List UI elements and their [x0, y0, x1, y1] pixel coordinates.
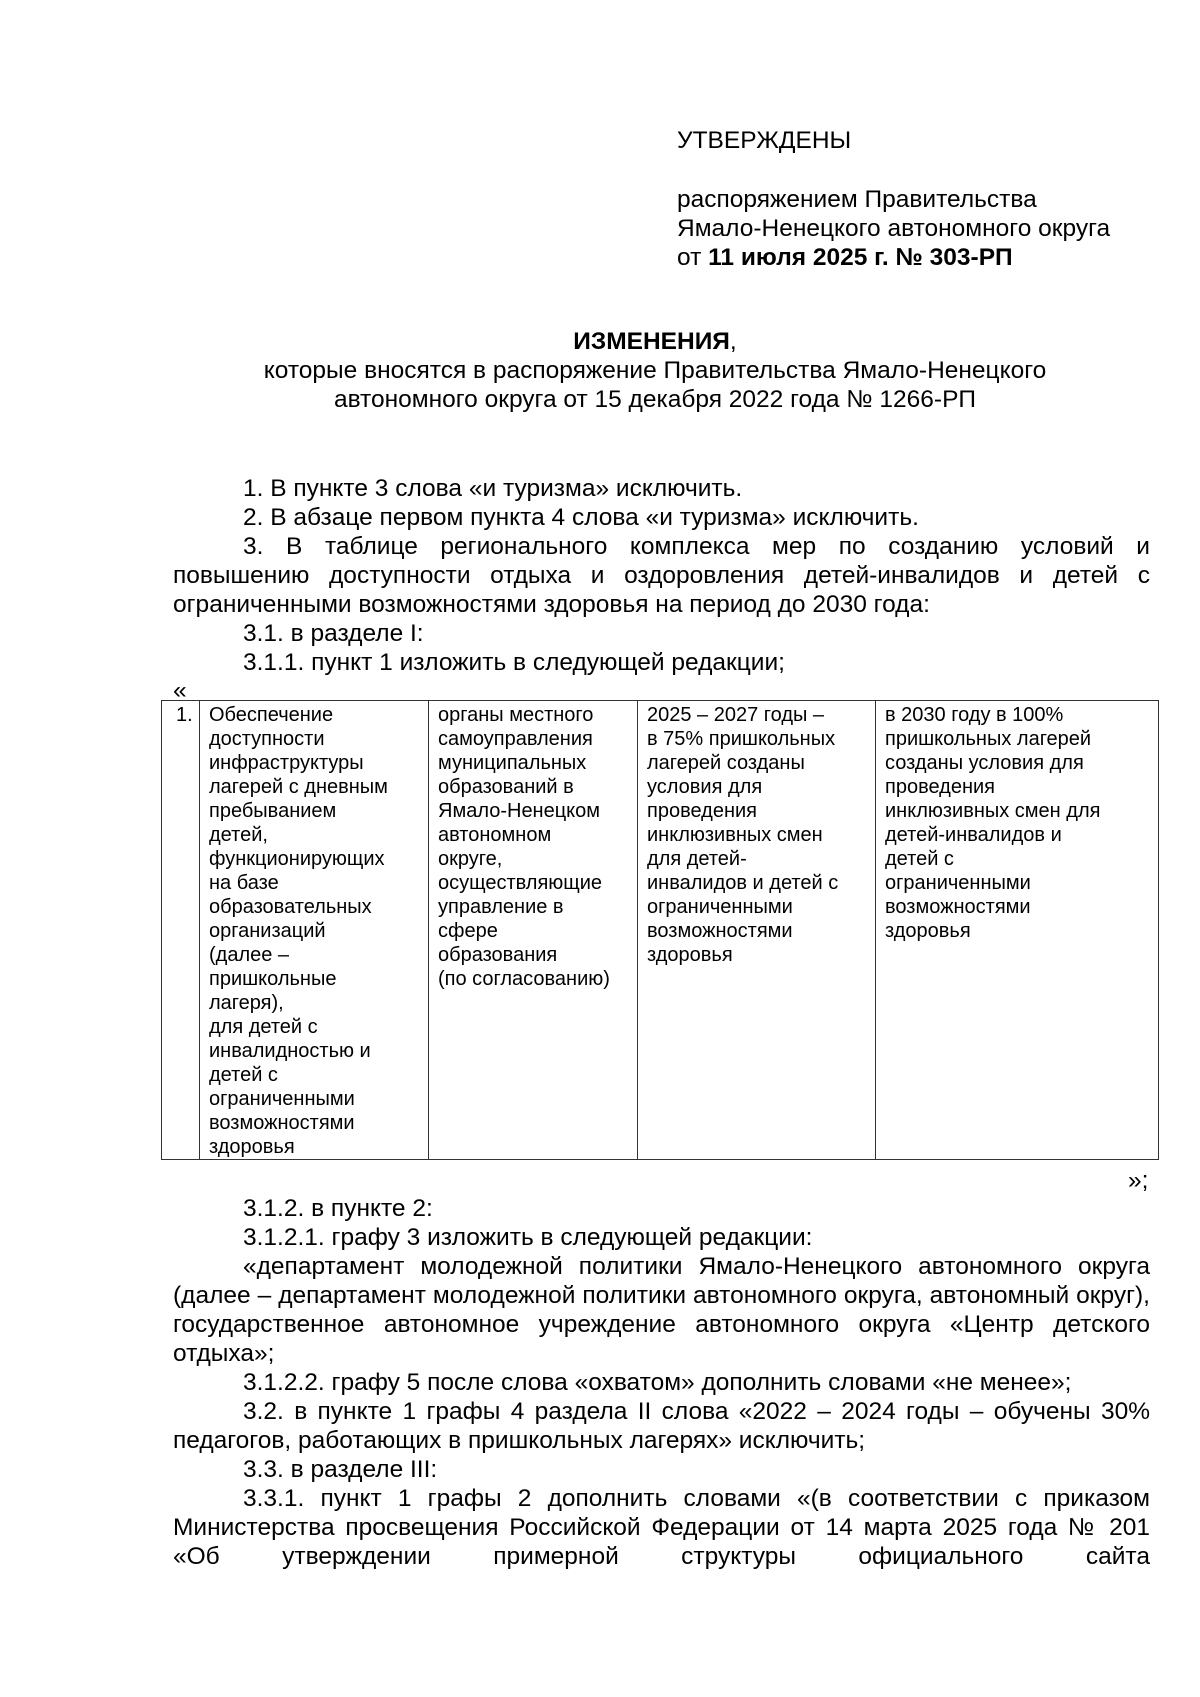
cell-executor-line: образований в: [438, 776, 574, 798]
cell-executor-line: управление в: [438, 896, 564, 918]
cell-executor-line: органы местного: [438, 704, 594, 726]
item-2: 2. В абзаце первом пункта 4 слова «и туризма» исключить.: [243, 504, 919, 531]
cell-executor-line: сфере: [438, 920, 498, 942]
cell-measure: [200, 701, 429, 1160]
title-heading-suffix: ,: [729, 328, 737, 355]
item-3-3-1: 3.3.1. пункт 1 графы 2 дополнить словами «(в соответствии с приказом Министерства просвещения Российской Федерации от 14 марта 2025 года № 201 «Об утверждении примерной структуры официального сайта: [173, 1485, 1150, 1570]
approval-line-2: Ямало-Ненецкого автономного округа: [677, 215, 1111, 242]
measures-table: [161, 700, 1159, 1160]
cell-measure-line: Обеспечение: [209, 704, 334, 726]
items-bottom: [173, 1194, 1150, 1571]
cell-result-2030-line: пришкольных лагерей: [885, 728, 1092, 750]
cell-result-2025: [638, 701, 876, 1160]
quote-open: «: [173, 677, 187, 704]
cell-result-2025-line: для детей-: [647, 848, 747, 870]
cell-result-2025-line: возможностями: [647, 920, 793, 942]
cell-result-2030-line: возможностями: [885, 896, 1031, 918]
cell-result-2025-line: инклюзивных смен: [647, 824, 823, 846]
item-3-1-2-2: 3.1.2.2. графу 5 после слова «охватом» дополнить словами «не менее»;: [243, 1369, 1072, 1396]
item-3-3: 3.3. в разделе III:: [243, 1456, 438, 1483]
quote-close: »;: [1128, 1167, 1149, 1194]
cell-result-2025-line: ограниченными: [647, 896, 793, 918]
approval-heading: УТВЕРЖДЕНЫ: [677, 127, 852, 154]
title-line-2: автономного округа от 15 декабря 2022 года № 1266-РП: [333, 386, 977, 413]
cell-result-2030-line: ограниченными: [885, 872, 1031, 894]
approval-date-prefix: от: [677, 244, 709, 271]
cell-measure-line: ограниченными: [209, 1088, 355, 1110]
cell-measure-line: для детей с: [209, 1016, 318, 1038]
document-title: [160, 327, 1150, 414]
item-1: 1. В пункте 3 слова «и туризма» исключить.: [243, 475, 743, 502]
title-heading-line: [160, 327, 1150, 356]
cell-measure-line: инвалидностью и: [209, 1040, 371, 1062]
cell-result-2030-line: детей-инвалидов и: [885, 824, 1062, 846]
cell-result-2025-line: проведения: [647, 800, 757, 822]
cell-result-2025-line: 2025 – 2027 годы –: [647, 704, 825, 726]
item-3-1-2-1: 3.1.2.1. графу 3 изложить в следующей редакции:: [243, 1224, 813, 1251]
cell-executor-line: муниципальных: [438, 752, 587, 774]
cell-result-2030-line: проведения: [885, 776, 995, 798]
cell-measure-line: организаций: [209, 920, 326, 942]
cell-result-2030-line: здоровья: [885, 920, 971, 942]
item-3: 3. В таблице регионального комплекса мер по созданию условий и повышению доступности отдыха и оздоровления детей-инвалидов и детей с ограниченными возможностями здоровья на период до 2030 года:: [173, 533, 1150, 618]
cell-measure-line: на базе: [209, 872, 279, 894]
cell-measure-line: лагеря),: [209, 992, 284, 1014]
cell-measure-line: возможностями: [209, 1112, 355, 1134]
cell-measure-line: функционирующих: [209, 848, 385, 870]
cell-result-2025-line: в 75% пришкольных: [647, 728, 836, 750]
cell-executor-line: образования: [438, 944, 558, 966]
item-3-1-2-1-text: «департамент молодежной политики Ямало-Ненецкого автономного округа (далее – департамент молодежной политики автономного округа, автономный округ), государственное автономное учреждение автономного округа «Центр детского отдыха»;: [173, 1253, 1150, 1367]
cell-measure-line: пришкольные: [209, 968, 337, 990]
items-top: [173, 474, 1150, 677]
approval-date-number: 11 июля 2025 г. № 303-РП: [708, 244, 1013, 271]
cell-executor-line: осуществляющие: [438, 872, 603, 894]
item-3-1-2: 3.1.2. в пункте 2:: [243, 1195, 433, 1222]
table-row: [162, 701, 1159, 1160]
cell-measure-line: пребыванием: [209, 800, 337, 822]
cell-executor: [429, 701, 638, 1160]
cell-result-2030-line: в 2030 году в 100%: [885, 704, 1064, 726]
approval-block: [677, 126, 1157, 272]
approval-line-3: [677, 243, 1157, 272]
title-heading: ИЗМЕНЕНИЯ: [573, 328, 730, 355]
cell-measure-line: инфраструктуры: [209, 752, 364, 774]
cell-number: 1.: [162, 701, 200, 1160]
cell-executor-line: автономном: [438, 824, 552, 846]
cell-measure-line: детей с: [209, 1064, 278, 1086]
cell-result-2025-line: инвалидов и детей с: [647, 872, 839, 894]
cell-result-2030: [876, 701, 1159, 1160]
cell-measure-line: (далее –: [209, 944, 290, 966]
cell-result-2030-line: созданы условия для: [885, 752, 1084, 774]
cell-result-2025-line: условия для: [647, 776, 763, 798]
cell-measure-line: детей,: [209, 824, 268, 846]
cell-measure-line: образовательных: [209, 896, 372, 918]
cell-result-2025-line: лагерей созданы: [647, 752, 805, 774]
cell-measure-line: доступности: [209, 728, 325, 750]
item-3-1: 3.1. в разделе I:: [243, 620, 424, 647]
item-3-2: 3.2. в пункте 1 графы 4 раздела II слова «2022 – 2024 годы – обучены 30% педагогов, работающих в пришкольных лагерях» исключить;: [173, 1398, 1150, 1454]
cell-executor-line: округе,: [438, 848, 503, 870]
cell-result-2030-line: детей с: [885, 848, 954, 870]
cell-measure-line: здоровья: [209, 1136, 295, 1158]
cell-result-2030-line: инклюзивных смен для: [885, 800, 1101, 822]
approval-line-1: распоряжением Правительства: [677, 186, 1037, 213]
title-line-1: которые вносятся в распоряжение Правительства Ямало-Ненецкого: [263, 357, 1047, 384]
cell-measure-line: лагерей с дневным: [209, 776, 388, 798]
item-3-1-1: 3.1.1. пункт 1 изложить в следующей редакции;: [243, 649, 785, 676]
cell-executor-line: Ямало-Ненецком: [438, 800, 601, 822]
cell-executor-line: самоуправления: [438, 728, 593, 750]
cell-result-2025-line: здоровья: [647, 944, 733, 966]
cell-executor-line: (по согласованию): [438, 968, 610, 990]
